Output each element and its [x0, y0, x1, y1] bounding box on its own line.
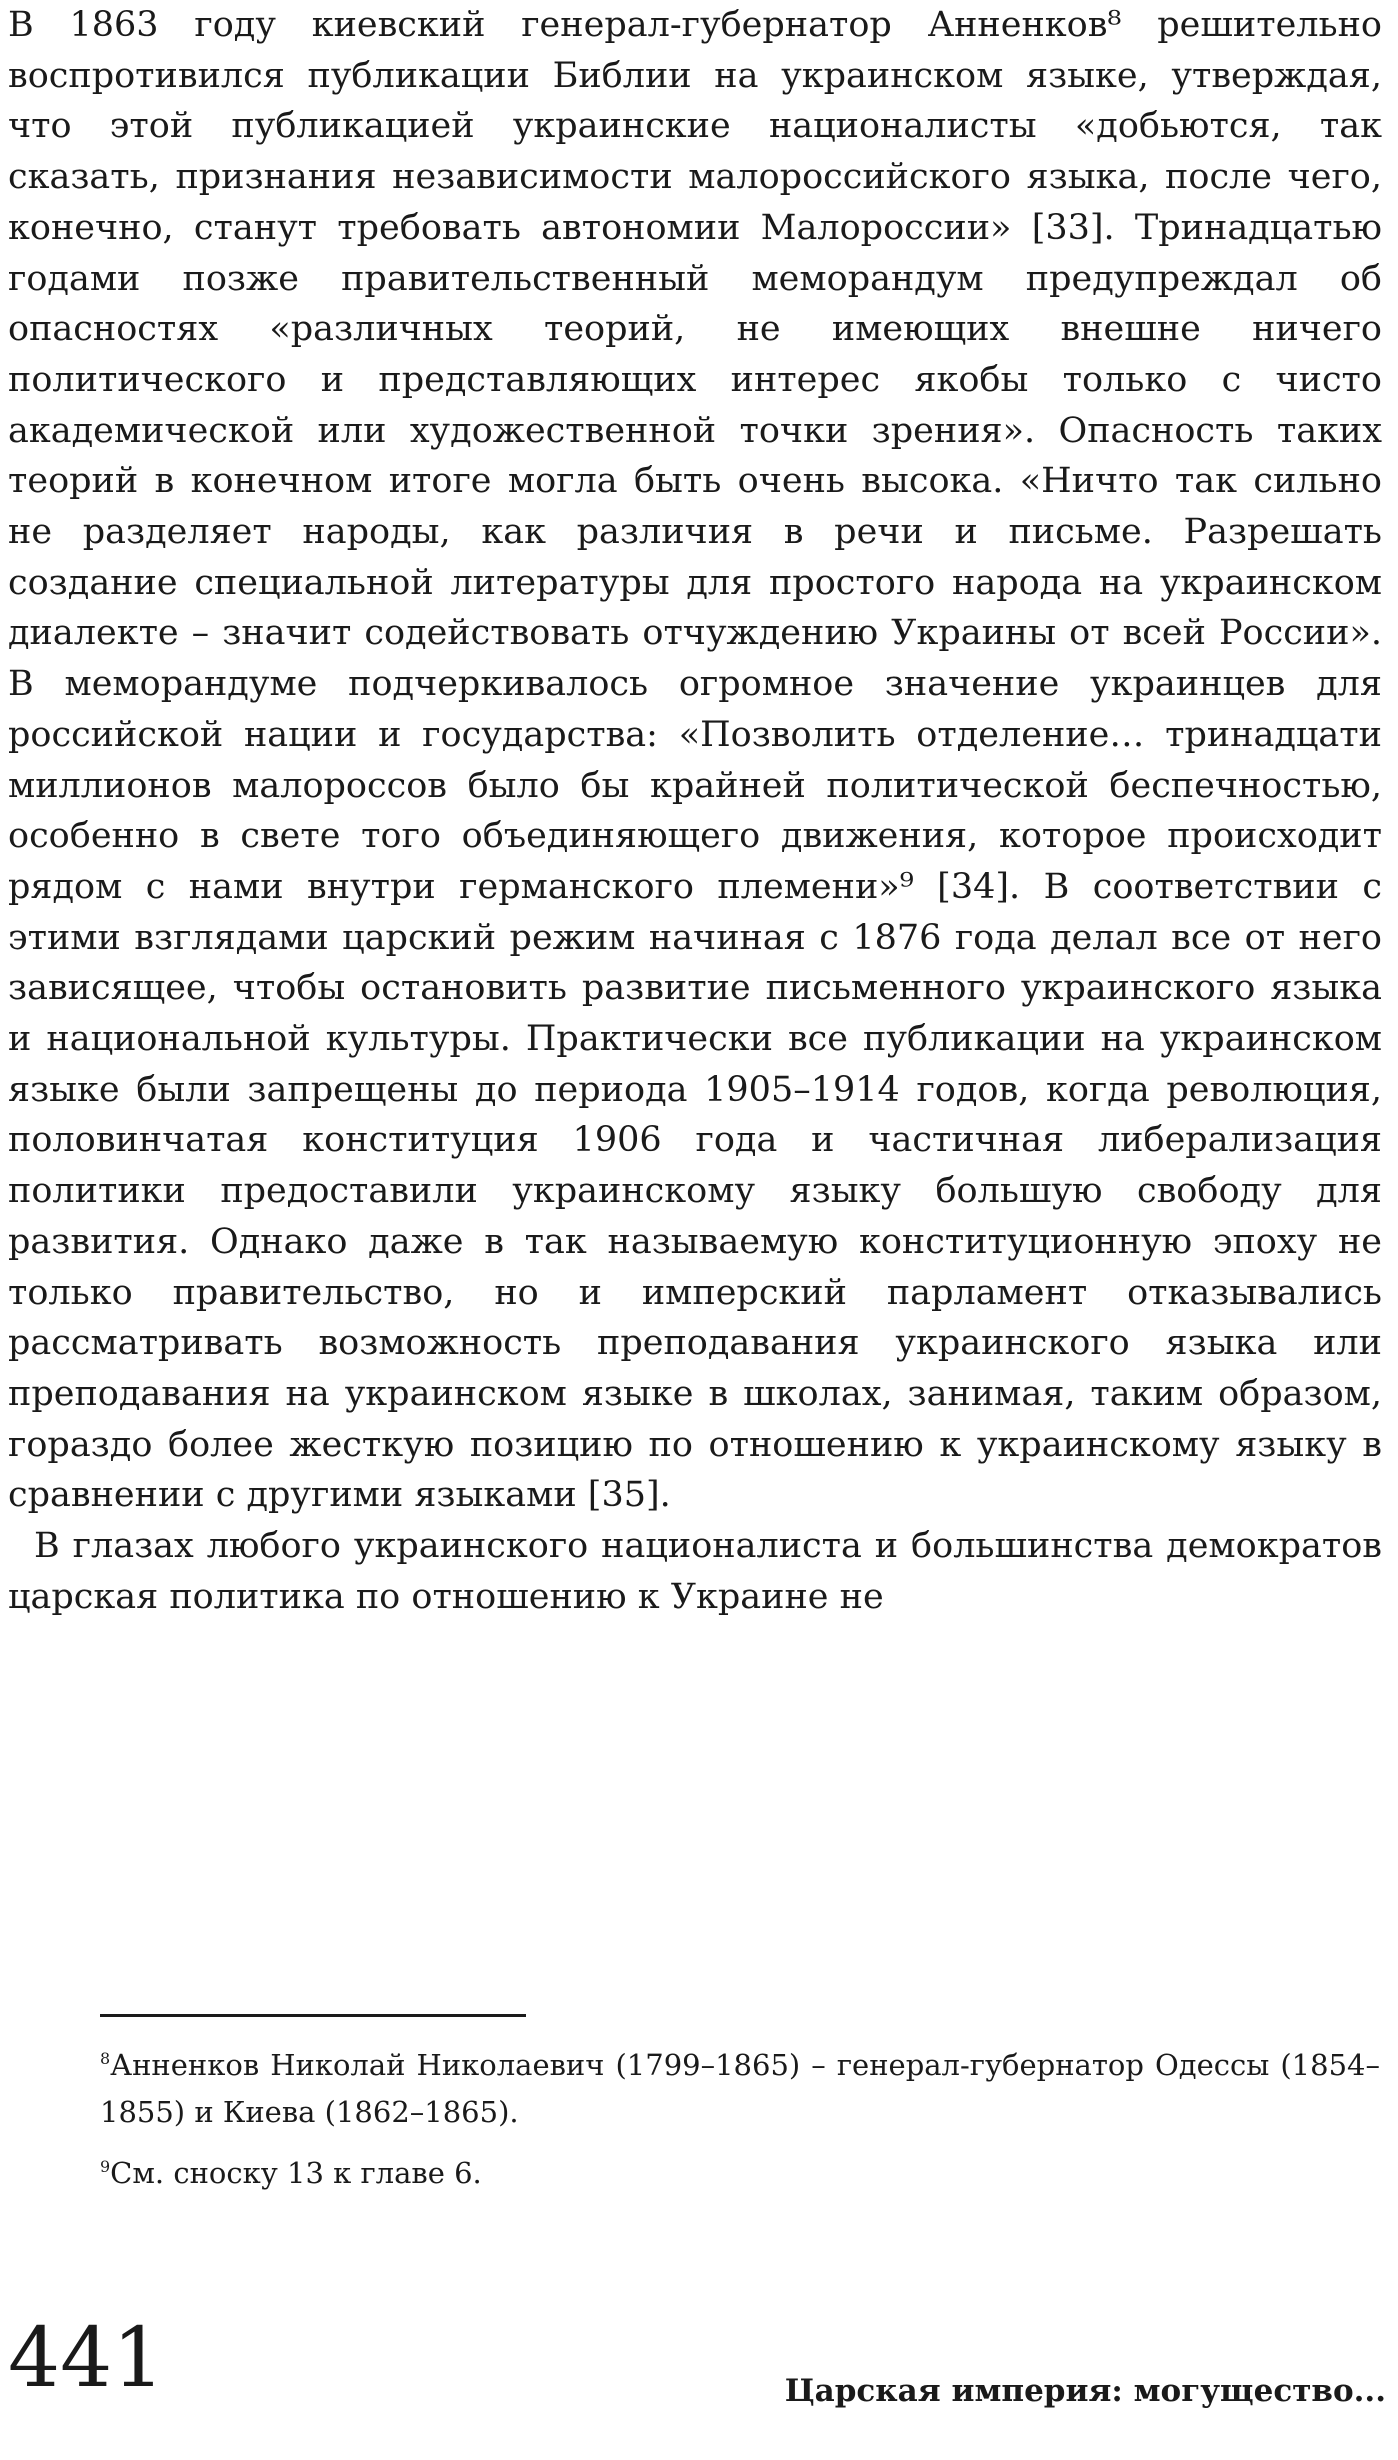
footnote-mark: 8	[100, 2048, 111, 2068]
paragraph: В глазах любого украинского националиста и большинства демократов царская политика по отношению к Украине не	[8, 1526, 1382, 1617]
footnote	[100, 2042, 1380, 2136]
paragraph: В 1863 году киевский генерал-губернатор Анненков⁸ решительно воспротивился публикации Библии на украинском языке, утверждая, что этой публикацией украинские националисты «добьются, так сказать, признания независимости малороссийского языка, после чего, конечно, станут требовать автономии Малороссии» [33]. Тринадцатью годами позже правительственный меморандум предупреждал об опасностях «различных теорий, не имеющих внешне ничего политического и представляющих интерес якобы только с чисто академической или художественной точки зрения». Опасность таких теорий в конечном итоге могла быть очень высока. «Ничто так сильно не разделяет народы, как различия в речи и письме. Разрешать создание специальной литературы для простого народа на украинском диалекте – значит содействовать отчуждению Украины от всей России». В меморандуме подчеркивалось огромное значение украинцев для российской нации и государства: «Позволить отделение… тринадцати миллионов малороссов было бы крайней политической беспечностью, особенно в свете того объединяющего движения, которое происходит рядом с нами внутри германского племени»⁹ [34]. В соответствии с этими взглядами царский режим начиная с 1876 года делал все от него зависящее, чтобы остановить развитие письменного украинского языка и национальной культуры. Практически все публикации на украинском языке были запрещены до периода 1905–1914 годов, когда революция, половинчатая конституция 1906 года и частичная либерализация политики предоставили украинскому языку большую свободу для развития. Однако даже в так называемую конституционную эпоху не только правительство, но и имперский парламент отказывались рассматривать возможность преподавания украинского языка или преподавания на украинском языке в школах, занимая, таким образом, гораздо более жесткую позицию по отношению к украинскому языку в сравнении с другими языками [35].	[8, 5, 1382, 1516]
footnote-mark: 9	[100, 2156, 111, 2176]
running-title: Царская империя: могущество...	[784, 2373, 1386, 2409]
footnote-text: См. сноску 13 к главе 6.	[110, 2156, 482, 2190]
footnote-text: Анненков Николай Николаевич (1799–1865) – генерал-губернатор Одессы (1854–1855) и Киева (1862–1865).	[100, 2048, 1380, 2129]
footnote	[100, 2150, 1380, 2197]
page-number: 441	[8, 2311, 165, 2406]
footnotes	[100, 2042, 1380, 2211]
main-text	[8, 0, 1382, 1623]
footnote-divider	[100, 2014, 526, 2017]
